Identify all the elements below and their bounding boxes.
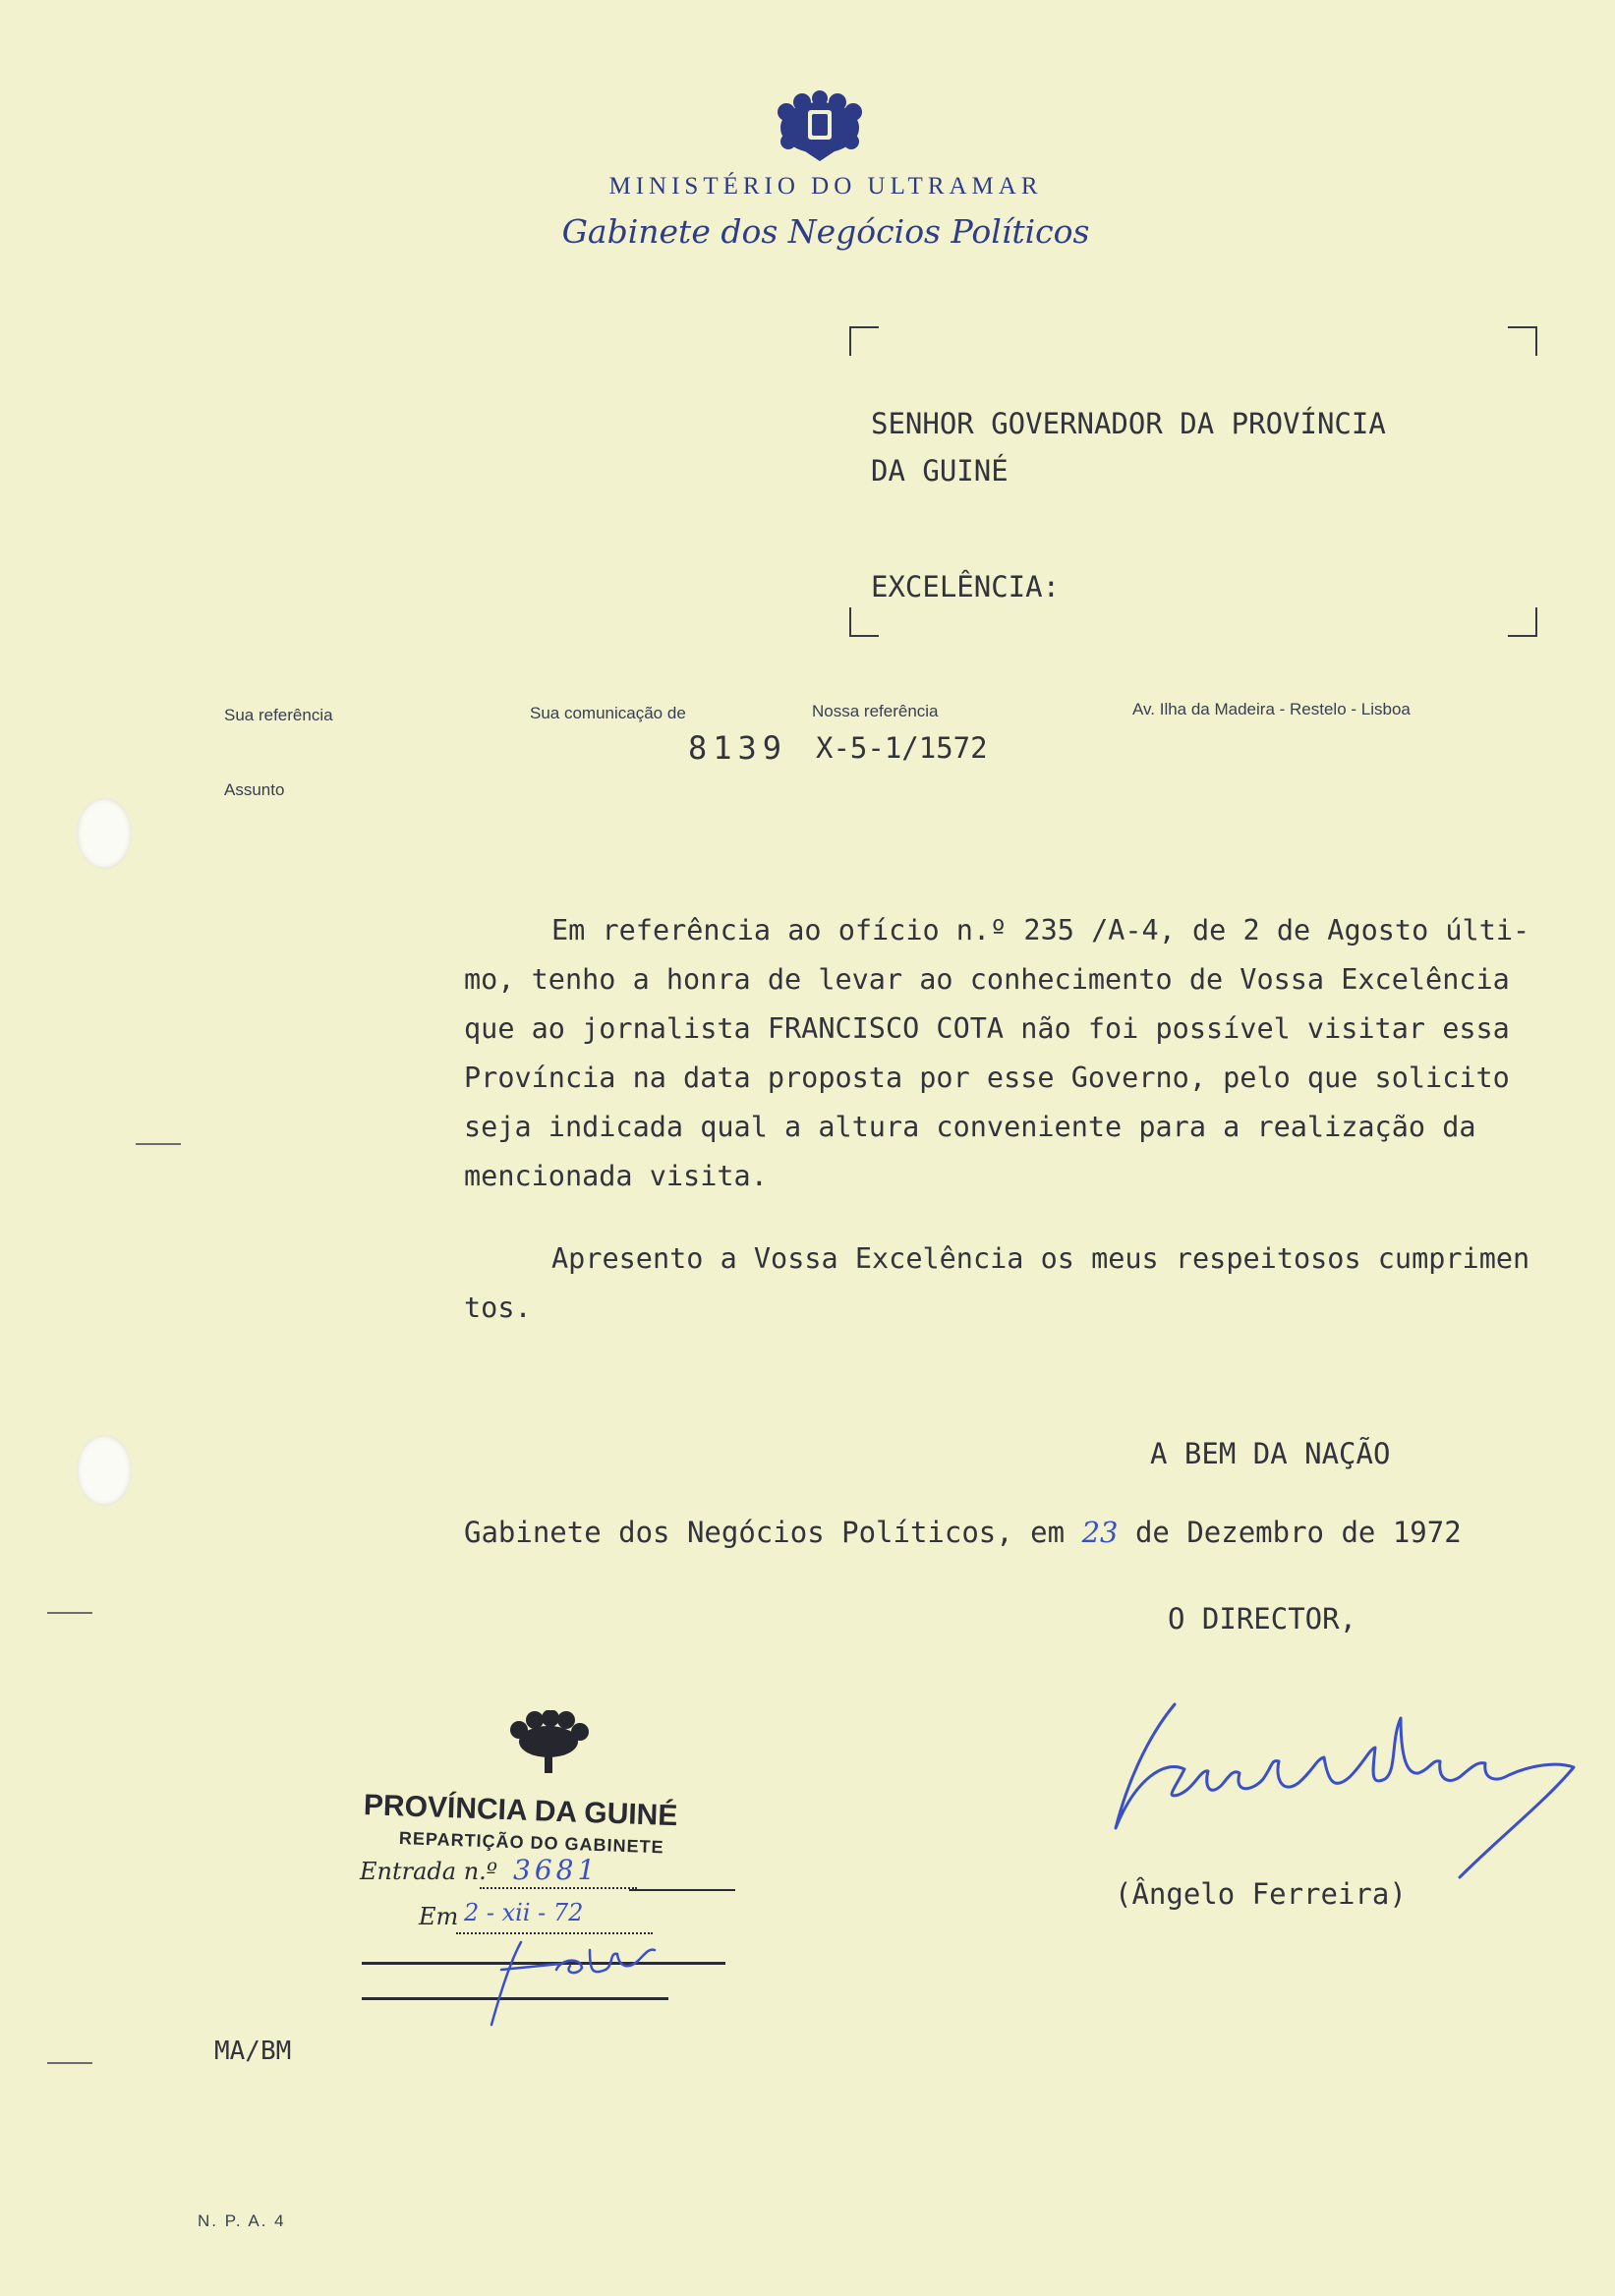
fold-mark (47, 1612, 92, 1614)
punch-hole (77, 798, 132, 869)
fold-mark (136, 1143, 181, 1145)
window-corner (1508, 607, 1537, 637)
date-suffix: de Dezembro de 1972 (1134, 1516, 1462, 1549)
body-line: que ao jornalista FRANCISCO COTA não foi possível visitar essa (464, 1012, 1510, 1045)
body-line: Apresento a Vossa Excelência os meus respeitosos cumprimen (551, 1242, 1530, 1275)
body-paragraph-2 (464, 1234, 1529, 1333)
stamp-emblem-icon (499, 1710, 598, 1779)
office-subtitle: Gabinete dos Negócios Políticos (561, 212, 1090, 251)
nossa-referencia-label: Nossa referência (812, 702, 939, 720)
body-line: tos. (464, 1292, 532, 1324)
reference-code: X-5-1/1572 (816, 731, 988, 765)
stamp-rule (629, 1889, 735, 1891)
incoming-stamp (354, 1710, 747, 2035)
stamp-province: PROVÍNCIA DA GUINÉ (363, 1789, 678, 1833)
recipient-line-2: DA GUINÉ (871, 454, 1009, 488)
coat-of-arms-emblem (773, 90, 867, 163)
body-line: mencionada visita. (464, 1160, 768, 1192)
stamp-dotted-line (480, 1887, 637, 1889)
body-line: mo, tenho a honra de levar ao conhecimento de Vossa Excelência (464, 963, 1510, 996)
stamp-entrada-number: 3681 (513, 1854, 600, 1886)
stamp-entrada-label: Entrada n.º (360, 1858, 498, 1885)
fold-mark (47, 2062, 92, 2064)
signer-name: (Ângelo Ferreira) (1115, 1877, 1407, 1911)
window-corner (1508, 326, 1537, 356)
body-paragraph-1 (464, 906, 1529, 1201)
director-title: O DIRECTOR, (1168, 1602, 1357, 1636)
date-line (464, 1516, 1462, 1549)
assunto-label: Assunto (224, 780, 285, 799)
stamp-em-date: 2 - xii - 72 (464, 1899, 584, 1926)
body-line: Província na data proposta por esse Governo, pelo que solicito (464, 1062, 1510, 1094)
punch-hole (77, 1435, 132, 1506)
window-corner (849, 326, 879, 356)
date-day: 23 (1081, 1516, 1119, 1549)
window-corner (849, 607, 879, 637)
sua-comunicacao-label: Sua comunicação de (530, 704, 686, 722)
body-line: Em referência ao ofício n.º 235 /A-4, de 2 de Agosto últi- (551, 914, 1530, 947)
body-line: seja indicada qual a altura conveniente para a realização da (464, 1111, 1476, 1143)
form-code: N. P. A. 4 (198, 2211, 286, 2230)
recipient-line-1: SENHOR GOVERNADOR DA PROVÍNCIA (871, 407, 1386, 440)
salutation: EXCELÊNCIA: (871, 570, 1061, 603)
ministry-title: MINISTÉRIO DO ULTRAMAR (608, 173, 1043, 200)
closing-motto: A BEM DA NAÇÃO (1150, 1437, 1391, 1470)
handwritten-signature (1106, 1700, 1597, 1887)
date-prefix: Gabinete dos Negócios Políticos, em (464, 1516, 1066, 1549)
sender-address: Av. Ilha da Madeira - Restelo - Lisboa (1132, 700, 1411, 718)
reference-number: 8139 (688, 729, 788, 767)
stamp-initials-scribble (462, 1930, 698, 2029)
stamp-em-label: Em (419, 1903, 459, 1930)
stamp-department: REPARTIÇÃO DO GABINETE (398, 1828, 664, 1858)
sua-referencia-label: Sua referência (224, 706, 333, 724)
typist-initials: MA/BM (214, 2037, 292, 2066)
